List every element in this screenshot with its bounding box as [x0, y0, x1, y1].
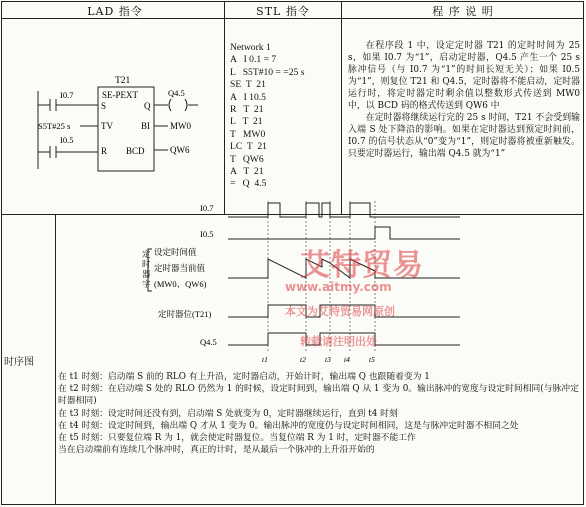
note-2: 在 t2 时刻：在启动端 S 处的 RLO 仍然为 1 的时候，设定时间到，输出端 Q 从 1 变为 0。输出脉冲的宽度与设定时间相同(与脉冲定时器相同) — [58, 384, 579, 407]
stl-line: A I 0.1 = 7 — [230, 54, 277, 66]
stl-line: Network 1 — [230, 42, 271, 53]
q45-label: Q4.5 — [200, 337, 217, 347]
t2-label: t2 — [300, 355, 306, 364]
timing-notes — [58, 371, 580, 456]
set-value-label: 设定时间值 — [154, 247, 197, 257]
watermark-url: www.aitmy.com — [285, 280, 392, 294]
contact-s-label: I0.7 — [60, 90, 74, 100]
block-type-label: SE-PEXT — [102, 90, 138, 100]
timer-label: T21 — [115, 76, 131, 86]
stl-line: R T 21 — [230, 104, 264, 116]
note-3: 在 t3 时刻：设定时间还没有到，启动端 S 处就变为 0，定时器继续运行，直到 t4 时刻 — [58, 408, 398, 419]
description-paragraph-2: 在定时器将继续运行完的 25 s 时间，T21 不会受到输入端 S 处下降沿的影响。如果在定时器达到预定时间前，I0.7 的信号状态从“0”变为“1”，则定时器将被重新触发。只要定时器运行，输出端 Q4.5 就为“1” — [348, 113, 580, 159]
contact-r-label: I0.5 — [60, 135, 74, 145]
program-description — [348, 40, 580, 160]
column-divider-1 — [224, 1, 225, 214]
watermark-line1: 本文为艾特贸易网原创 — [285, 305, 395, 318]
stl-line: A I 10.5 — [230, 91, 266, 103]
column-divider-2 — [341, 1, 342, 214]
watermark-line2: 转载请注明出处 — [300, 335, 377, 348]
timing-diagram — [130, 195, 470, 370]
ladder-diagram — [2, 19, 224, 214]
note-4: 在 t4 时刻：设定时间到，输出端 Q 才从 1 变为 0。输出脉冲的宽度仍与设定时间相同，这是与脉冲定时器不相同之处 — [58, 420, 519, 431]
note-1: 在 t1 时刻：启动端 S 前的 RLO 有上升沿，定时器启动，开始计时，输出端 Q 也跟随着变为 1 — [58, 372, 430, 382]
t1-label: t1 — [262, 355, 268, 364]
stl-line: A T 21 — [230, 166, 264, 178]
stl-line: LC T 21 — [230, 141, 267, 153]
timer-bit-label: 定时器位(T21) — [158, 309, 212, 319]
note-5: 在 t5 时刻：只要复位端 R 为 1，就会使定时器复位。当复位端 R 为 1 时，定时器不能工作 — [58, 433, 416, 444]
t3-label: t3 — [325, 355, 331, 364]
header-lad: LAD 指令 — [87, 5, 143, 18]
description-paragraph-1: 在程序段 1 中，设定定时器 T21 的定时时间为 25 s，如果 I0.7 为“1”，启动定时器，Q4.5 产生一个 25 s 脉冲信号（与 I0.7 为“1”的时间长短无关）；如果 I0.5 为“1”，则复位 T21 和 Q4.5，定时器将不能启动，定时器运行时，将定时器定时剩余值以整数形式传送到 MW0 中，以 BCD 码的格式传送到 QW6 中 — [348, 41, 580, 111]
stl-line: T QW6 — [230, 153, 264, 165]
stl-line: SE T 21 — [230, 79, 266, 91]
pin-s-label: S — [101, 101, 107, 111]
bi-output-label: MW0 — [170, 121, 191, 131]
coil-label: Q4.5 — [168, 88, 185, 98]
stl-line: L S5T#10 = =25 s — [230, 66, 305, 78]
pin-tv-label: TV — [101, 121, 113, 131]
mw-label: (MW0、QW6) — [154, 279, 207, 289]
stl-listing — [230, 42, 304, 191]
note-6: 当在启动端前有连续几个脉冲时，真正的计时，是从最后一个脉冲的上升沿开始的 — [58, 445, 375, 456]
stl-line: T MW0 — [230, 128, 266, 140]
timer-word-side-label: 定时器字 — [142, 250, 151, 290]
signal-i05-label: I0.5 — [200, 229, 214, 239]
stl-line: L T 21 — [230, 116, 263, 128]
pin-r-label: R — [101, 146, 108, 156]
stl-line: = Q 4.5 — [230, 178, 267, 190]
bcd-output-label: QW6 — [170, 145, 190, 155]
watermark-brand: 艾特贸易 — [300, 248, 424, 283]
header-description: 程 序 说 明 — [432, 5, 494, 18]
pin-q-label: Q — [144, 101, 151, 111]
t5-label: t5 — [369, 355, 375, 364]
signal-i07-label: I0.7 — [200, 203, 214, 213]
t4-label: t4 — [344, 355, 350, 364]
pin-bcd-label: BCD — [126, 146, 145, 156]
current-value-label: 定时器当前值 — [154, 263, 206, 273]
timing-label-divider — [55, 214, 56, 505]
timing-row-label: 时序图 — [4, 357, 34, 368]
pin-bi-label: BI — [141, 121, 150, 131]
header-stl: STL 指令 — [256, 5, 310, 18]
tv-value-label: S5T#25 s — [38, 121, 71, 131]
